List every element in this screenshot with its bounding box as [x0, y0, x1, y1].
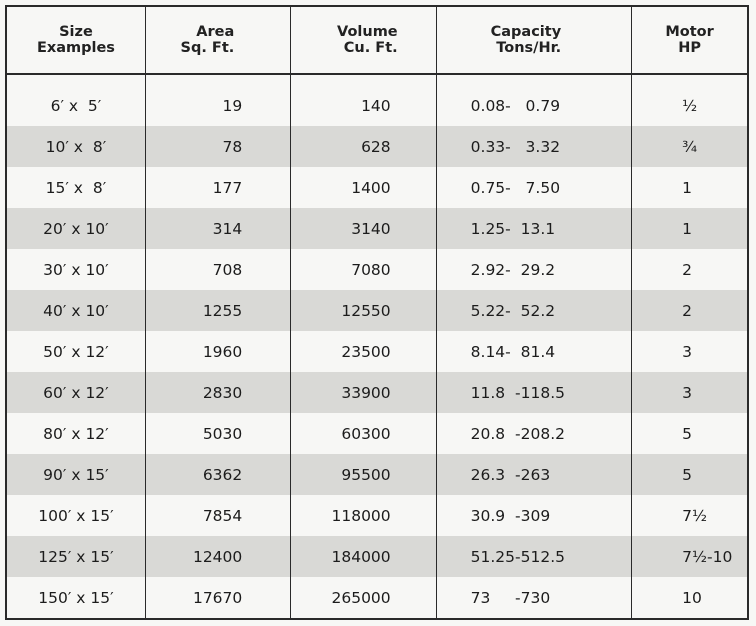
- capacity-cell: 73 -730: [436, 577, 632, 619]
- area-cell: 177: [145, 167, 290, 208]
- motor-hp-cell: 3: [632, 331, 748, 372]
- area-cell: 314: [145, 208, 290, 249]
- area-cell: 19: [145, 74, 290, 126]
- volume-cell: 118000: [291, 495, 436, 536]
- table-body: [6, 74, 748, 619]
- motor-hp-cell: ½: [632, 74, 748, 126]
- motor-hp-cell: 5: [632, 413, 748, 454]
- motor-hp-cell: 7½: [632, 495, 748, 536]
- table-row: [6, 454, 748, 495]
- header-capacity-line2: Tons/Hr.: [496, 40, 562, 56]
- table-row: [6, 577, 748, 619]
- table-row: [6, 249, 748, 290]
- volume-cell: 60300: [291, 413, 436, 454]
- capacity-cell: 1.25- 13.1: [436, 208, 632, 249]
- area-cell: 78: [145, 126, 290, 167]
- table-row: [6, 331, 748, 372]
- area-cell: 7854: [145, 495, 290, 536]
- capacity-cell: 5.22- 52.2: [436, 290, 632, 331]
- capacity-cell: 0.08- 0.79: [436, 74, 632, 126]
- size-cell: 125′ x 15′: [6, 536, 145, 577]
- size-cell: 90′ x 15′: [6, 454, 145, 495]
- area-cell: 12400: [145, 536, 290, 577]
- capacity-cell: 51.25-512.5: [436, 536, 632, 577]
- size-cell: 150′ x 15′: [38, 588, 114, 607]
- header-volume-line2: Cu. Ft.: [343, 40, 398, 56]
- volume-cell: 628: [291, 126, 436, 167]
- volume-cell: 184000: [291, 536, 436, 577]
- area-cell: 6362: [145, 454, 290, 495]
- capacity-cell: 2.92- 29.2: [436, 249, 632, 290]
- header-area-line2: Sq. Ft.: [180, 40, 235, 56]
- motor-hp-cell: 1: [632, 167, 748, 208]
- area-cell: 708: [145, 249, 290, 290]
- table-row: [6, 208, 748, 249]
- volume-cell: 3140: [291, 208, 436, 249]
- header-capacity: [436, 6, 632, 74]
- area-cell: 1960: [145, 331, 290, 372]
- volume-cell: 23500: [291, 331, 436, 372]
- volume-cell: 140: [291, 74, 436, 126]
- area-cell: 1255: [145, 290, 290, 331]
- header-capacity-line1: Capacity: [490, 24, 562, 40]
- specification-table: [5, 5, 749, 620]
- header-motor-line1: Motor: [665, 24, 714, 40]
- capacity-cell: 0.33- 3.32: [436, 126, 632, 167]
- header-motor-line2: HP: [678, 40, 701, 56]
- motor-hp-cell: 1: [632, 208, 748, 249]
- capacity-cell: 0.75- 7.50: [436, 167, 632, 208]
- table-header: [6, 6, 748, 74]
- area-cell: 5030: [145, 413, 290, 454]
- volume-cell: 1400: [291, 167, 436, 208]
- header-motor: [632, 6, 748, 74]
- capacity-cell: 11.8 -118.5: [436, 372, 632, 413]
- size-cell: 10′ x 8′: [6, 126, 145, 167]
- header-row: [6, 6, 748, 74]
- motor-hp-cell: 10: [632, 577, 748, 619]
- motor-hp-cell: 5: [632, 454, 748, 495]
- volume-cell: 33900: [291, 372, 436, 413]
- table-row: [6, 372, 748, 413]
- motor-hp-cell: 2: [632, 290, 748, 331]
- header-size-line1: Size: [59, 24, 93, 40]
- table-row: [6, 413, 748, 454]
- size-cell: 60′ x 12′: [6, 372, 145, 413]
- capacity-cell: 8.14- 81.4: [436, 331, 632, 372]
- header-size-line2: Examples: [36, 40, 115, 56]
- size-cell: 20′ x 10′: [6, 208, 145, 249]
- size-cell: 30′ x 10′: [43, 260, 109, 279]
- table-row: [6, 290, 748, 331]
- volume-cell: 12550: [291, 290, 436, 331]
- table-row: [6, 495, 748, 536]
- header-area: [145, 6, 290, 74]
- motor-hp-cell: 3: [632, 372, 748, 413]
- table-row: [6, 74, 748, 126]
- size-cell: 15′ x 8′: [45, 178, 107, 197]
- motor-hp-cell: ¾: [632, 126, 748, 167]
- header-volume-line1: Volume: [337, 24, 398, 40]
- size-cell: 6′ x 5′: [50, 96, 102, 115]
- header-area-line1: Area: [196, 24, 235, 40]
- header-volume: [291, 6, 436, 74]
- capacity-cell: 30.9 -309: [436, 495, 632, 536]
- motor-hp-cell: 7½-10: [632, 536, 748, 577]
- size-cell: 100′ x 15′: [38, 506, 114, 525]
- size-cell: 50′ x 12′: [43, 342, 109, 361]
- motor-hp-cell: 2: [632, 249, 748, 290]
- table-row: [6, 536, 748, 577]
- size-cell: 80′ x 12′: [43, 424, 109, 443]
- capacity-cell: 20.8 -208.2: [436, 413, 632, 454]
- area-cell: 2830: [145, 372, 290, 413]
- size-cell: 40′ x 10′: [6, 290, 145, 331]
- volume-cell: 95500: [291, 454, 436, 495]
- capacity-cell: 26.3 -263: [436, 454, 632, 495]
- table-row: [6, 126, 748, 167]
- volume-cell: 7080: [291, 249, 436, 290]
- header-size: [6, 6, 145, 74]
- volume-cell: 265000: [291, 577, 436, 619]
- table-row: [6, 167, 748, 208]
- area-cell: 17670: [145, 577, 290, 619]
